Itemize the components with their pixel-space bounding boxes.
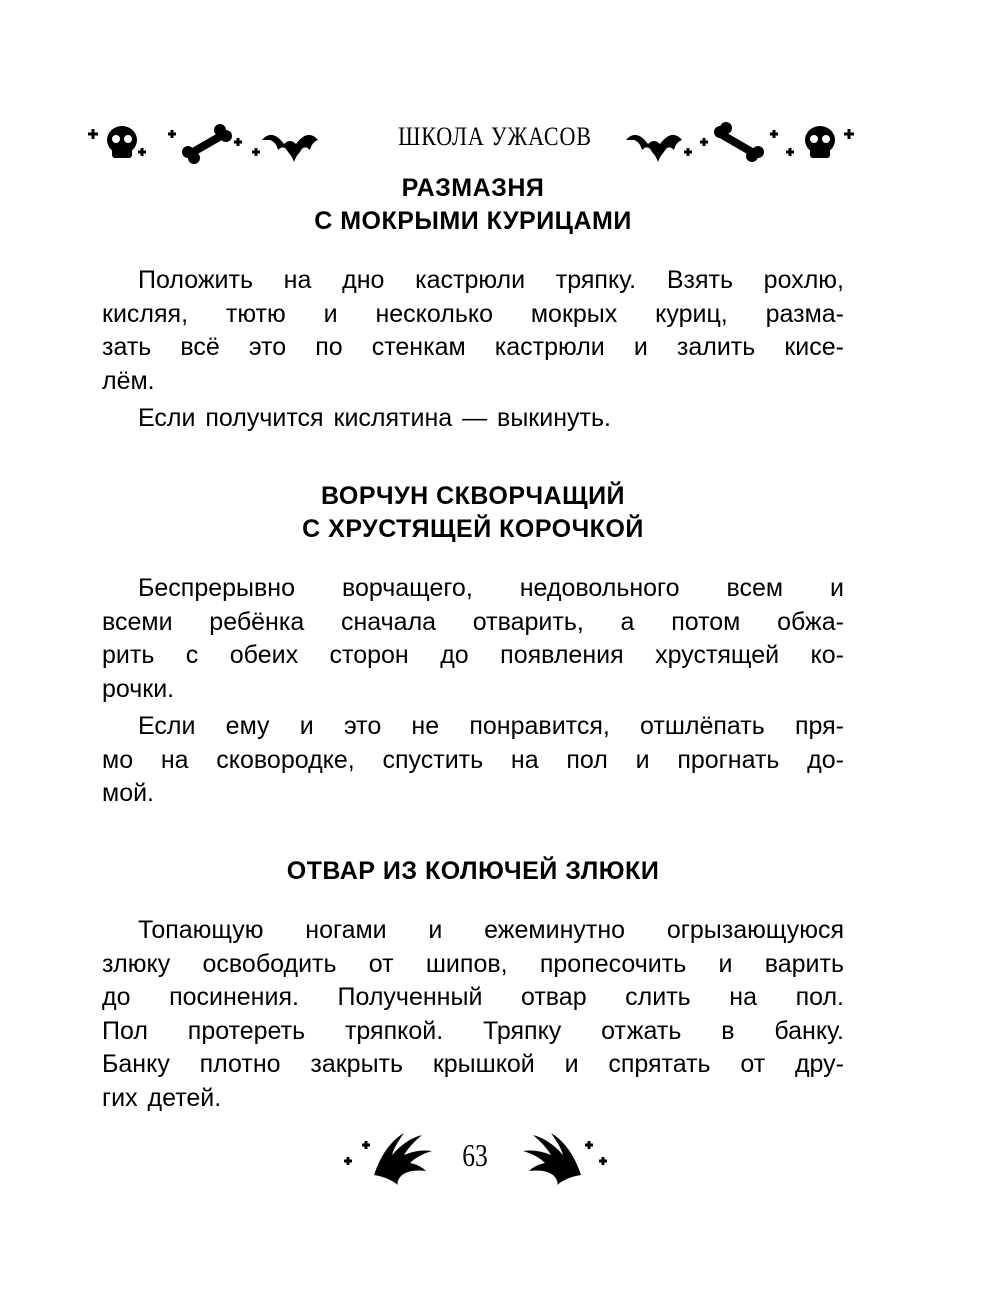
recipe-paragraph [102, 710, 844, 811]
recipe-paragraph [102, 572, 844, 706]
recipe-paragraph [102, 914, 844, 1115]
bat-icon [262, 135, 318, 162]
sparkle-icon [138, 148, 146, 156]
text-line: Беспрерывно ворчащего, недовольного всем и [138, 574, 844, 602]
recipe-title [102, 855, 844, 888]
recipe-title-line: ОТВАР ИЗ КОЛЮЧЕЙ ЗЛЮКИ [286, 857, 660, 885]
sparkle-icon [362, 1141, 370, 1149]
recipe-paragraph [102, 402, 844, 436]
recipe-title-line: С ХРУСТЯЩЕЙ КОРОЧКОЙ [302, 515, 644, 543]
text-line: рочки. [102, 674, 175, 703]
recipe-title-line: РАЗМАЗНЯ [401, 174, 545, 202]
recipe-title-line: ВОРЧУН СКВОРЧАЩИЙ [320, 482, 626, 510]
sparkle-icon [88, 129, 98, 139]
footer-left-ornament [340, 1125, 440, 1185]
sparkle-icon [252, 148, 260, 156]
skull-icon [805, 126, 835, 158]
sparkle-icon [234, 138, 242, 146]
recipe-title-line: С МОКРЫМИ КУРИЦАМИ [314, 207, 632, 235]
text-line: рить с обеих сторон до появления хрустящей ко- [102, 641, 844, 669]
text-line: мо на сковородке, спустить на пол и прогнать до- [102, 745, 844, 774]
page-number: 63 [462, 1137, 488, 1173]
text-line: всеми ребёнка сначала отварить, а потом обжа- [102, 607, 844, 636]
sparkle-icon [786, 148, 794, 156]
sparkle-icon [168, 130, 176, 138]
recipe-title [102, 480, 844, 546]
sparkle-icon [585, 1141, 593, 1149]
text-line: мой. [102, 779, 155, 807]
text-line: зать всё это по стенкам кастрюли и залить кисе- [102, 333, 844, 361]
header-right-ornament [622, 112, 862, 172]
text-line: Топающую ногами и ежеминутно огрызающуюся [138, 916, 844, 944]
skull-icon [107, 126, 137, 158]
text-line: Банку плотно закрыть крышкой и спрятать от дру- [102, 1050, 844, 1078]
footer-right-ornament [515, 1125, 615, 1185]
page-header [0, 112, 986, 172]
sparkle-icon [684, 148, 692, 156]
bone-icon [714, 122, 764, 162]
bat-icon [626, 135, 682, 162]
recipe-section-1 [102, 172, 844, 436]
recipe-section-3 [102, 855, 844, 1115]
text-line: кисляя, тютю и несколько мокрых куриц, разма- [102, 299, 844, 328]
text-line: гих детей. [102, 1083, 222, 1112]
header-left-ornament [82, 112, 322, 172]
bone-icon [182, 124, 232, 164]
text-line: Положить на дно кастрюли тряпку. Взять рохлю, [138, 266, 844, 294]
recipe-section-2 [102, 480, 844, 811]
sparkle-icon [844, 129, 854, 139]
text-line: лём. [102, 366, 155, 395]
page-footer [0, 1125, 986, 1195]
recipe-title [102, 172, 844, 238]
text-line: злюку освободить от шипов, пропесочить и варить [102, 949, 844, 978]
claw-hand-icon [523, 1133, 581, 1185]
sparkle-icon [700, 138, 708, 146]
text-line: Если получится кислятина — выкинуть. [138, 404, 611, 432]
sparkle-icon [344, 1157, 352, 1165]
text-line: до посинения. Полученный отвар слить на пол. [102, 983, 844, 1011]
claw-hand-icon [374, 1133, 432, 1185]
text-line: Если ему и это не понравится, отшлёпать пря- [138, 712, 844, 740]
sparkle-icon [599, 1157, 607, 1165]
sparkle-icon [770, 130, 778, 138]
running-title: ШКОЛА УЖАСОВ [398, 122, 592, 151]
recipe-paragraph [102, 264, 844, 398]
text-line: Пол протереть тряпкой. Тряпку отжать в банку. [102, 1016, 844, 1045]
